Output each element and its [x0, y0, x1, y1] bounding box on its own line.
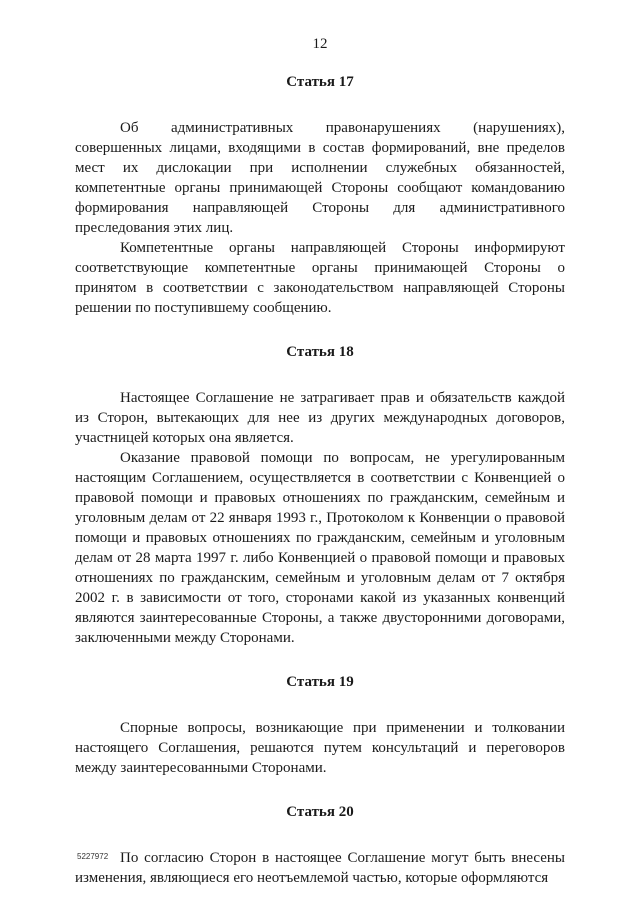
article-18 [75, 342, 565, 648]
article-heading: Статья 19 [286, 674, 354, 690]
article-paragraph: Спорные вопросы, возникающие при применении и толковании настоящего Соглашения, решаются путем консультаций и переговоров между заинтересованными Сторонами. [75, 720, 565, 776]
document-body [75, 72, 565, 888]
article-20 [75, 802, 565, 888]
article-17 [75, 72, 565, 318]
article-paragraph: Об административных правонарушениях (нарушениях), совершенных лицами, входящими в состав формирований, вне пределов мест их дислокации при исполнении служебных обязанностей, компетентные органы принимающей Стороны сообщают командованию формирования направляющей Стороны для административного преследования этих лиц. [75, 120, 565, 236]
article-paragraph: По согласию Сторон в настоящее Соглашение могут быть внесены изменения, являющиеся его неотъемлемой частью, которые оформляются [75, 850, 565, 886]
article-19 [75, 672, 565, 778]
page-number: 12 [312, 36, 328, 52]
article-heading: Статья 17 [286, 74, 354, 90]
article-heading: Статья 18 [286, 344, 354, 360]
article-heading: Статья 20 [286, 804, 354, 820]
article-paragraph: Настоящее Соглашение не затрагивает прав и обязательств каждой из Сторон, вытекающих для нее из других международных договоров, участницей которых она является. [75, 390, 565, 446]
article-paragraph: Компетентные органы направляющей Стороны информируют соответствующие компетентные органы принимающей Стороны о принятом в соответствии с законодательством направляющей Стороны решении по поступившему сообщению. [75, 240, 565, 316]
article-paragraph: Оказание правовой помощи по вопросам, не урегулированным настоящим Соглашением, осуществляется в соответствии с Конвенцией о правовой помощи и правовых отношениях по гражданским, семейным и уголовным делам от 22 января 1993 г., Протоколом к Конвенции о правовой помощи и правовых отношениях по гражданским, семейным и уголовным делам от 28 марта 1997 г. либо Конвенцией о правовой помощи и правовых отношениях по гражданским, семейным и уголовным делам от 7 октября 2002 г. в зависимости от того, сторонами какой из указанных конвенций являются заинтересованные Стороны, а также двусторонними договорами, заключенными между Сторонами. [75, 450, 565, 646]
page-code: 5227972 [77, 852, 109, 861]
